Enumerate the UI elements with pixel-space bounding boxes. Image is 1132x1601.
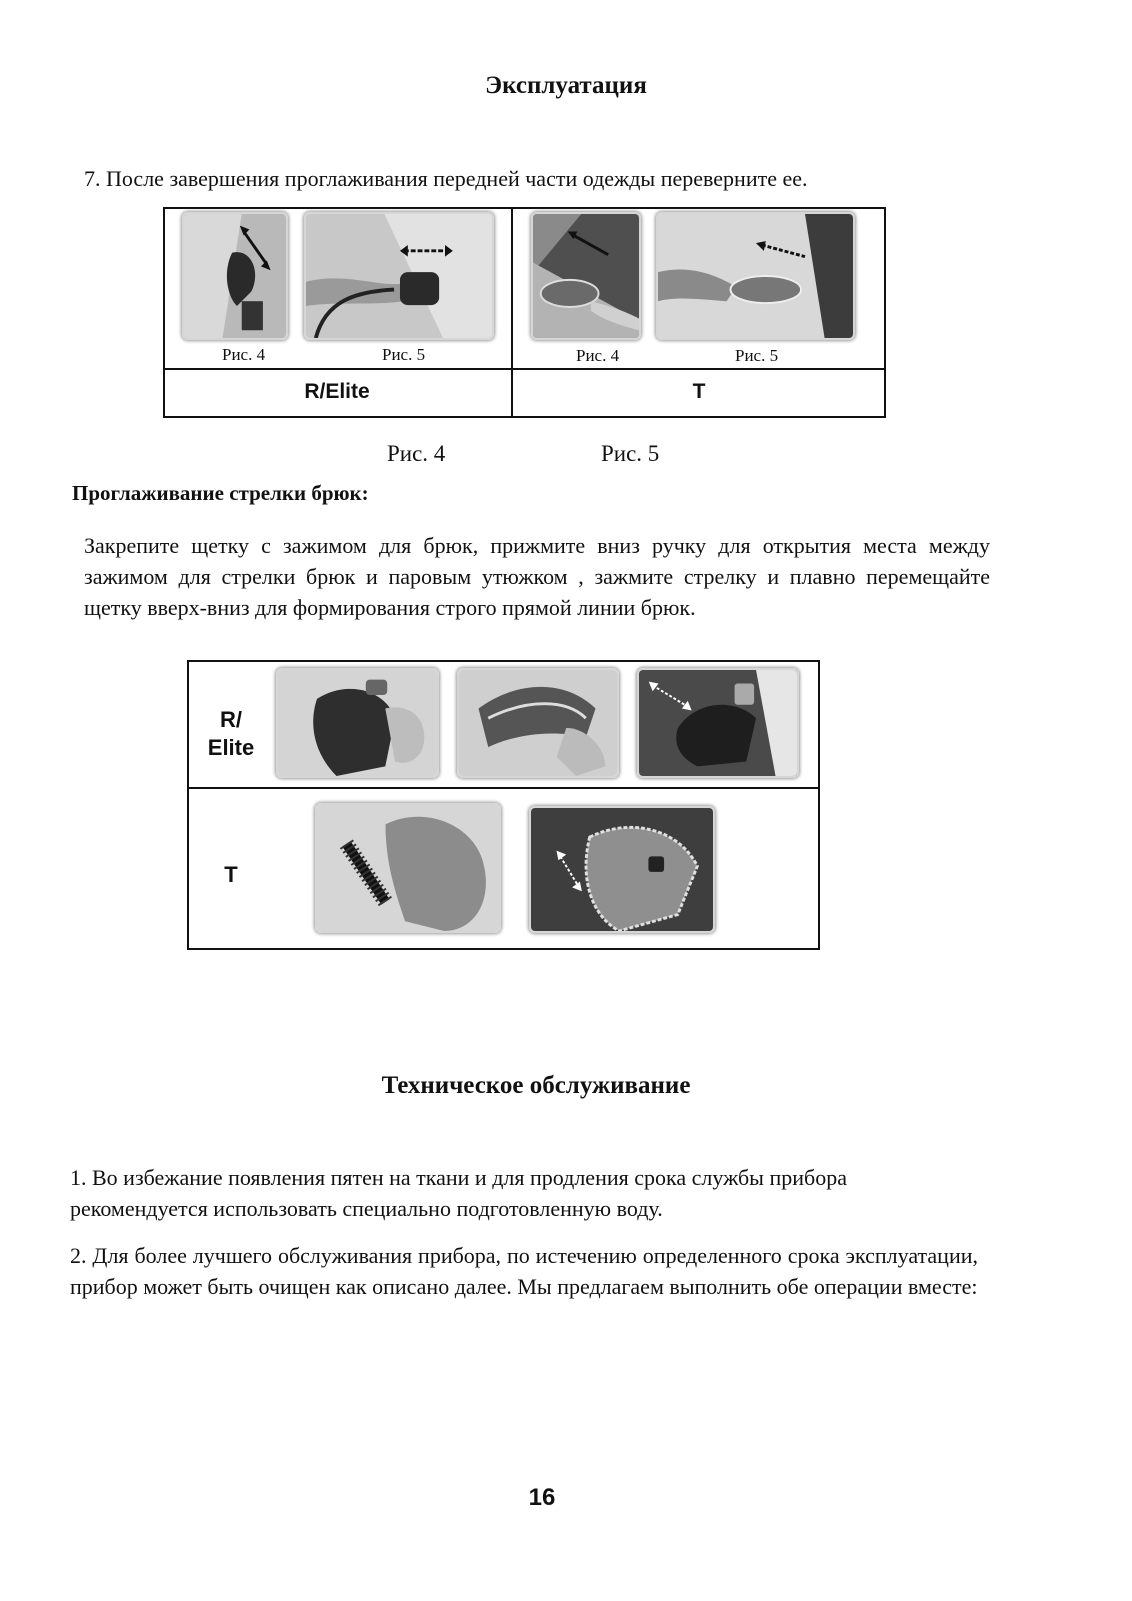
crease-heading: Проглаживание стрелки брюк: — [72, 481, 369, 505]
section-title: Эксплуатация — [485, 72, 647, 99]
photo-crease-r-elite-1 — [276, 668, 439, 778]
crease-paragraph: Закрепите щетку с зажимом для брюк, прижмите вниз ручку для открытия места между зажимом для стрелки брюк и паровым утюжком , зажмите стрелку и плавно перемещайте щетку вверх-вниз для формирования строго прямой линии брюк. — [84, 533, 990, 620]
photo-t-fig4 — [531, 212, 641, 340]
photo-crease-r-elite-2 — [457, 668, 619, 778]
row-label-r-elite — [195, 706, 267, 762]
caption-fig4-right: Рис. 4 — [576, 346, 620, 365]
page-number: 16 — [528, 1484, 556, 1511]
table-2-row-divider — [187, 787, 820, 789]
maintenance-paragraph-2: 2. Для более лучшего обслуживания прибора, по истечению определенного срока эксплуатации, прибор может быть очищен как описано далее. Мы предлагаем выполнить обе операции вместе: — [70, 1243, 978, 1299]
photo-r-elite-fig5 — [304, 212, 494, 340]
photo-r-elite-fig4 — [182, 212, 288, 340]
caption-fig4-left: Рис. 4 — [222, 345, 266, 364]
row-label-r: R/ — [220, 707, 242, 732]
maintenance-title: Техническое обслуживание — [381, 1072, 691, 1099]
fig-label-4: Рис. 4 — [387, 441, 446, 466]
caption-fig5-left: Рис. 5 — [382, 345, 426, 364]
photo-crease-r-elite-3 — [637, 668, 799, 778]
maintenance-paragraph-1: 1. Во избежание появления пятен на ткани и для продления срока службы прибора рекомендуется использовать специально подготовленную воду. — [70, 1165, 847, 1221]
photo-t-fig5 — [656, 212, 855, 340]
model-label-t: T — [692, 380, 706, 403]
row-label-elite: Elite — [207, 735, 255, 760]
row-label-t: T — [224, 862, 238, 887]
fig-label-5: Рис. 5 — [601, 441, 660, 466]
caption-fig5-right: Рис. 5 — [735, 346, 779, 365]
table-1-row-divider — [163, 368, 886, 370]
model-label-r-elite: R/Elite — [304, 380, 370, 403]
photo-crease-t-1 — [315, 803, 501, 933]
step-7-text: 7. После завершения проглаживания передней части одежды переверните ее. — [84, 166, 808, 191]
photo-crease-t-2 — [529, 806, 715, 933]
